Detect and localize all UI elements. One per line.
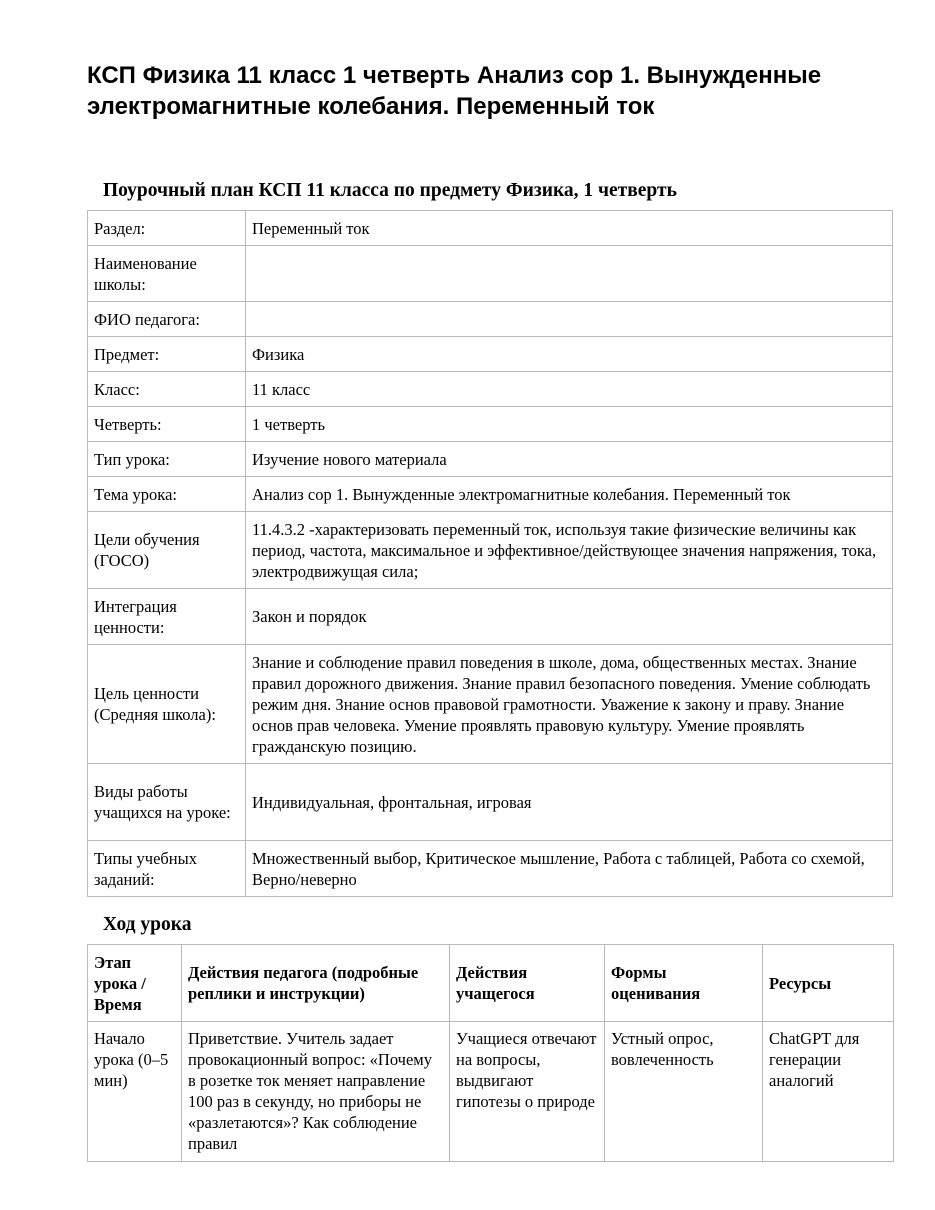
row-label: Интеграция ценности: <box>88 589 246 645</box>
row-label: ФИО педагога: <box>88 302 246 337</box>
row-value: Физика <box>246 337 893 372</box>
table-row <box>88 512 893 589</box>
column-header: Действия учащегося <box>450 945 605 1022</box>
lesson-plan-table <box>87 210 893 897</box>
table-cell: ChatGPT для генерации аналогий <box>763 1022 894 1162</box>
table-row <box>88 442 893 477</box>
table-cell: Устный опрос, вовлеченность <box>605 1022 763 1162</box>
column-header: Формы оценивания <box>605 945 763 1022</box>
table-row <box>88 372 893 407</box>
table-cell: Учащиеся отвечают на вопросы, выдвигают гипотезы о природе <box>450 1022 605 1162</box>
row-label: Предмет: <box>88 337 246 372</box>
row-label: Цели обучения (ГОСО) <box>88 512 246 589</box>
row-label: Тип урока: <box>88 442 246 477</box>
table-row <box>88 645 893 764</box>
row-value: 11 класс <box>246 372 893 407</box>
lesson-progress-table <box>87 944 894 1162</box>
table-row <box>88 211 893 246</box>
row-value: Множественный выбор, Критическое мышление, Работа с таблицей, Работа со схемой, Верно/неверно <box>246 841 893 897</box>
row-value: Анализ сор 1. Вынужденные электромагнитные колебания. Переменный ток <box>246 477 893 512</box>
row-value: Переменный ток <box>246 211 893 246</box>
table-header-row <box>88 945 894 1022</box>
table-row <box>88 477 893 512</box>
row-label: Четверть: <box>88 407 246 442</box>
row-value <box>246 246 893 302</box>
table-row <box>88 337 893 372</box>
row-label: Тема урока: <box>88 477 246 512</box>
progress-heading: Ход урока <box>103 914 192 935</box>
row-label: Виды работы учащихся на уроке: <box>88 764 246 841</box>
row-value: 11.4.3.2 -характеризовать переменный ток, используя такие физические величины как период, частота, максимальное и эффективное/действующее значения напряжения, тока, электродвижущая сила; <box>246 512 893 589</box>
table-cell: Приветствие. Учитель задает провокационный вопрос: «Почему в розетке ток меняет направление 100 раз в секунду, но приборы не «разлетаются»? Как соблюдение правил <box>182 1022 450 1162</box>
row-label: Раздел: <box>88 211 246 246</box>
table-row <box>88 302 893 337</box>
row-value: Знание и соблюдение правил поведения в школе, дома, общественных местах. Знание правил дорожного движения. Знание правил безопасного поведения. Умение соблюдать режим дня. Знание основ правовой грамотности. Уважение к закону и праву. Знание основ прав человека. Умение проявлять правовую культуру. Умение проявлять гражданскую позицию. <box>246 645 893 764</box>
table-row <box>88 407 893 442</box>
row-label: Цель ценности (Средняя школа): <box>88 645 246 764</box>
row-value <box>246 302 893 337</box>
row-value: Индивидуальная, фронтальная, игровая <box>246 764 893 841</box>
row-label: Наименование школы: <box>88 246 246 302</box>
table-row <box>88 764 893 841</box>
row-label: Класс: <box>88 372 246 407</box>
column-header: Действия педагога (подробные реплики и инструкции) <box>182 945 450 1022</box>
table-row <box>88 246 893 302</box>
row-label: Типы учебных заданий: <box>88 841 246 897</box>
table-row <box>88 1022 894 1162</box>
column-header: Этап урока / Время <box>88 945 182 1022</box>
plan-heading: Поурочный план КСП 11 класса по предмету Физика, 1 четверть <box>103 180 677 201</box>
row-value: Изучение нового материала <box>246 442 893 477</box>
table-row <box>88 841 893 897</box>
row-value: 1 четверть <box>246 407 893 442</box>
column-header: Ресурсы <box>763 945 894 1022</box>
table-row <box>88 589 893 645</box>
document-title: КСП Физика 11 класс 1 четверть Анализ сор 1. Вынужденные электромагнитные колебания. Переменный ток <box>87 62 822 120</box>
row-value: Закон и порядок <box>246 589 893 645</box>
table-cell: Начало урока (0–5 мин) <box>88 1022 182 1162</box>
